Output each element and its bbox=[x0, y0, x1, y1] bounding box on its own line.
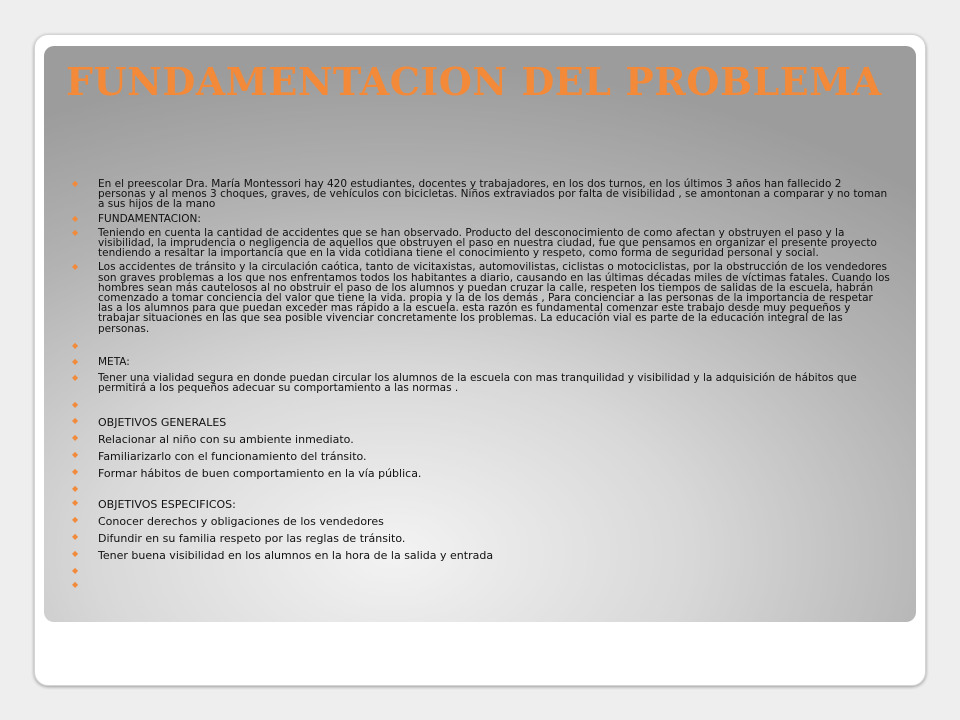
slide-content-panel bbox=[44, 46, 916, 622]
paragraph-text: Relacionar al niño con su ambiente inmediato. bbox=[98, 433, 354, 447]
bullet-icon: ◆ bbox=[72, 498, 79, 508]
list-item bbox=[72, 357, 890, 367]
list-item bbox=[72, 214, 890, 224]
paragraph-text: Formar hábitos de buen comportamiento en la vía pública. bbox=[98, 467, 422, 481]
bullet-icon: ◆ bbox=[72, 549, 79, 559]
bullet-icon: ◆ bbox=[72, 580, 79, 590]
bullet-icon: ◆ bbox=[72, 416, 79, 426]
list-item bbox=[72, 532, 890, 545]
bullet-icon: ◆ bbox=[72, 400, 79, 410]
section-heading: META: bbox=[98, 355, 130, 368]
list-item bbox=[72, 228, 890, 259]
bullet-icon: ◆ bbox=[72, 373, 79, 383]
list-item bbox=[72, 467, 890, 480]
bullet-icon: ◆ bbox=[72, 213, 79, 223]
paragraph-text: Los accidentes de tránsito y la circulación caótica, tanto de vicitaxistas, automovilistas, ciclistas o motociclistas, por la obstrucción de los vendedores son graves problemas a los que nos enfrentamos todos los habitantes a diario, causando en las últimas décadas miles de víctimas fatales. Cuando los hombres sean más cautelosos al no obstruir el paso de los alumnos y puedan cruzar la calle, respeten los tiempos de salidas de la escuela, habrán comenzado a tomar conciencia del valor que tiene la vida. propia y la de los demás , Para concienciar a las personas de la importancia de respetar las a los alumnos para que puedan exceder mas rápido a la escuela. esta razón es fundamental comenzar este trabajo desde muy pequeños y trabajar situaciones en las que sea posible vivenciar concretamente los problemas. La educación vial es parte de la educación integral de las personas. bbox=[98, 261, 890, 335]
bullet-icon: ◆ bbox=[72, 227, 79, 237]
bullet-list bbox=[72, 179, 890, 590]
bullet-icon: ◆ bbox=[72, 532, 79, 542]
list-item bbox=[72, 262, 890, 333]
section-heading: FUNDAMENTACION: bbox=[98, 212, 201, 225]
bullet-icon: ◆ bbox=[72, 566, 79, 576]
paragraph-text: Difundir en su familia respeto por las reglas de tránsito. bbox=[98, 532, 406, 546]
list-item bbox=[72, 450, 890, 463]
bullet-icon: ◆ bbox=[72, 467, 79, 477]
bullet-icon: ◆ bbox=[72, 356, 79, 366]
list-item bbox=[72, 341, 890, 351]
list-item bbox=[72, 400, 890, 410]
paragraph-text: Tener buena visibilidad en los alumnos en la hora de la salida y entrada bbox=[98, 549, 494, 563]
paragraph-text: Conocer derechos y obligaciones de los vendedores bbox=[98, 515, 384, 529]
bullet-icon: ◆ bbox=[72, 484, 79, 494]
bullet-icon: ◆ bbox=[72, 450, 79, 460]
list-item bbox=[72, 549, 890, 562]
list-item bbox=[72, 179, 890, 210]
section-heading: OBJETIVOS GENERALES bbox=[98, 416, 227, 430]
list-item bbox=[72, 484, 890, 494]
list-item bbox=[72, 416, 890, 429]
paragraph-text: Teniendo en cuenta la cantidad de accidentes que se han observado. Producto del desconocimiento de como afectan y obstruyen el paso y la visibilidad, la imprudencia o negligencia de aquellos que obstruyen el paso en nuestra ciudad, fue que pensamos en organizar el presente proyecto tendiendo a resaltar la importancia que en la vida cotidiana tiene el conocimiento y respeto, como forma de seguridad personal y social. bbox=[98, 226, 877, 260]
slide-title: FUNDAMENTACION DEL PROBLEMA bbox=[66, 59, 882, 104]
bullet-icon: ◆ bbox=[72, 179, 79, 188]
list-item bbox=[72, 566, 890, 576]
bullet-icon: ◆ bbox=[72, 515, 79, 525]
paragraph-text: En el preescolar Dra. María Montessori hay 420 estudiantes, docentes y trabajadores, en los dos turnos, en los últimos 3 años han fallecido 2 personas y al menos 3 choques, graves, de vehículos con bicicletas. Niños extraviados por falta de visibilidad , se amontonan a comparar y no toman a sus hijos de la mano bbox=[98, 178, 888, 211]
section-heading: OBJETIVOS ESPECIFICOS: bbox=[98, 498, 236, 512]
paragraph-text: Familiarizarlo con el funcionamiento del tránsito. bbox=[98, 450, 367, 464]
bullet-icon: ◆ bbox=[72, 340, 79, 350]
bullet-icon: ◆ bbox=[72, 433, 79, 443]
list-item bbox=[72, 580, 890, 590]
bullet-icon: ◆ bbox=[72, 262, 79, 272]
list-item bbox=[72, 433, 890, 446]
paragraph-text: Tener una vialidad segura en donde puedan circular los alumnos de la escuela con mas tranquilidad y visibilidad y la adquisición de hábitos que permitirá a los pequeños adecuar su comportamiento a las normas . bbox=[98, 372, 857, 395]
list-item bbox=[72, 515, 890, 528]
list-item bbox=[72, 498, 890, 511]
list-item bbox=[72, 373, 890, 393]
